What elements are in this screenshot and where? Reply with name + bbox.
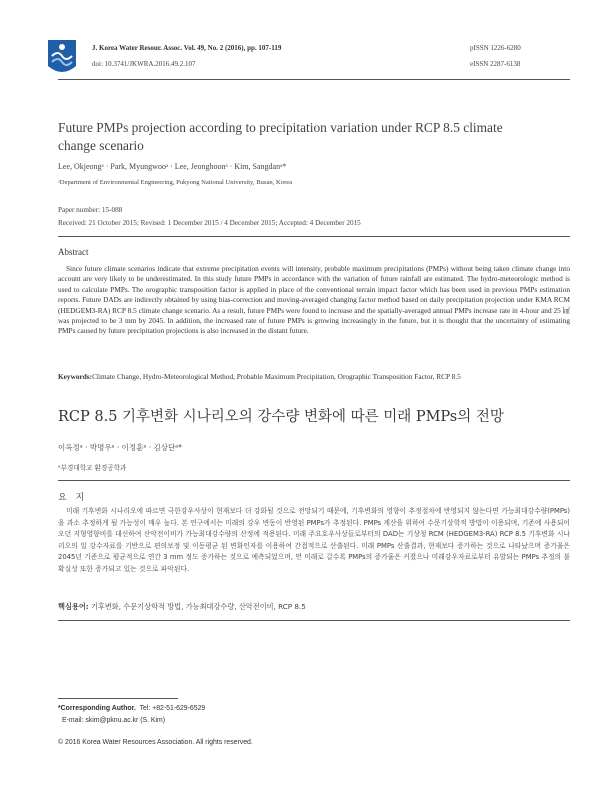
- corresponding-tel: Tel: +82-51-629-6529: [139, 705, 206, 712]
- eissn: eISSN 2287-6138: [470, 60, 521, 68]
- keywords-korean: [58, 602, 306, 612]
- abstract-body: Since future climate scenarios indicate that extreme precipitation events will intensity, probable maximum precipitations (PMPs) without being taken climate change into account are very likely to be underestimated. In this study future PMPs in accordance with the variation of future rainfall are estimated. The hydro-meteorologic method is used to calculate PMPs. The orographic transposition factor is applied in place of the conventional terrain impact factor which has been used in previous PMPs estimation reports. Future DADs are indirectly obtained by using bias-correction and moving-averaged changing factor method based on daily precipitation projection under KMA RCM (HEDGEM3-RA) RCP 8.5 climate change scenario. As a result, future PMPs were found to increase and the spatially-averaged annual PMPs increase rate in 4-hour and 25 ㎢ was projected to be 3 mm by 2045. In addition, the increased rate of future PMPs is growing increasingly in the future, but it is thought that the uncertainty of estimating PMPs caused by future precipitation projections is also increased in the distant future.: [58, 264, 570, 336]
- affiliation-english: ᵃDepartment of Environmental Engineering, Pukyong National University, Busan, Korea: [58, 179, 293, 186]
- keywords-korean-list: 기후변화, 수문기상학적 방법, 가능최대강수량, 산악전이비, RCP 8.5: [90, 602, 306, 611]
- abstract-heading: Abstract: [58, 247, 89, 257]
- footnote-rule: [58, 698, 178, 699]
- journal-citation: J. Korea Water Resour. Assoc. Vol. 49, No. 2 (2016), pp. 107-119: [92, 44, 282, 52]
- keywords-label: Keywords:: [58, 372, 93, 381]
- keywords-korean-label: 핵심용어:: [58, 602, 89, 611]
- pissn: pISSN 1226-6280: [470, 44, 521, 52]
- corresponding-email[interactable]: E-mail: skim@pknu.ac.kr (S. Kim): [62, 717, 166, 724]
- corresponding-label: *Corresponding Author.: [58, 705, 136, 712]
- authors-english: Lee, Okjeongᵃ · Park, Myungwooᵃ · Lee, Jeonghoonᵃ · Kim, Sangdanᵃ*: [58, 162, 287, 171]
- paper-number: Paper number: 15-088: [58, 206, 123, 214]
- copyright: © 2016 Korea Water Resources Association. All rights reserved.: [58, 739, 253, 746]
- received-dates: Received: 21 October 2015; Revised: 1 December 2015 / 4 December 2015; Accepted: 4 December 2015: [58, 219, 361, 227]
- corresponding-author: [58, 705, 205, 712]
- abstract-korean: 미래 기후변화 시나리오에 따르면 극한강우사상이 현재보다 더 강화될 것으로 전망되기 때문에, 기후변화의 영향이 추정절차에 반영되지 않는다면 가능최대강수량(PMPs)을 과소 추정하게 될 가능성이 매우 높다. 본 연구에서는 미래의 강우 변동이 반영된 PMPs가 추정된다. PMPs 계산을 위하여 수문기상학적 방법이 이용되며, 기존에 사용되어오던 지형영향비를 대신하여 산악전이비가 가능최대강수량의 산정에 적용된다. 미래 주요호우사상들로부터의 DAD는 기상청 RCM (HEDGEM3-RA) RCP 8.5 기후변화 시나리오의 일 강수자료를 기반으로 편의보정 및 이동평균 된 변화인자를 이용하여 간접적으로 산출된다. 미래 PMPs 산출결과, 현재보다 증가하는 것으로 나타났으며 증가율은 2045년 기준으로 평균적으로 연간 3 mm 정도 증가하는 것으로 예측되었으며, 먼 미래로 갈수록 PMPs의 증가율은 커졌으나 미래강우자료로부터 유발되는 PMPs 추정의 불확실성 또한 증가되고 있는 것으로 파악된다.: [58, 507, 570, 573]
- doi-link[interactable]: doi: 10.3741/JKWRA.2016.49.2.107: [92, 60, 196, 68]
- authors-korean: 이옥정ᵃ · 박명우ᵃ · 이정훈ᵃ · 김상단ᵃ*: [58, 443, 182, 452]
- header-rule: [58, 79, 570, 80]
- title-korean: RCP 8.5 기후변화 시나리오의 강수량 변화에 따른 미래 PMPs의 전망: [58, 409, 504, 425]
- affiliation-korean: ᵃ부경대학교 환경공학과: [58, 464, 127, 472]
- keywords-english: [58, 372, 570, 381]
- keywords-list: Climate Change, Hydro-Meteorological Method, Probable Maximum Precipitation, Orographic Transposition Factor, RCP 8.5: [92, 372, 461, 381]
- keywords-bottom-rule: [58, 620, 570, 621]
- yoji-top-rule: [58, 480, 570, 481]
- abstract-top-rule: [58, 236, 570, 237]
- journal-logo: [42, 36, 82, 80]
- yoji-heading: 요 지: [58, 493, 88, 503]
- title-english: Future PMPs projection according to precipitation variation under RCP 8.5 climate change scenario: [58, 120, 503, 153]
